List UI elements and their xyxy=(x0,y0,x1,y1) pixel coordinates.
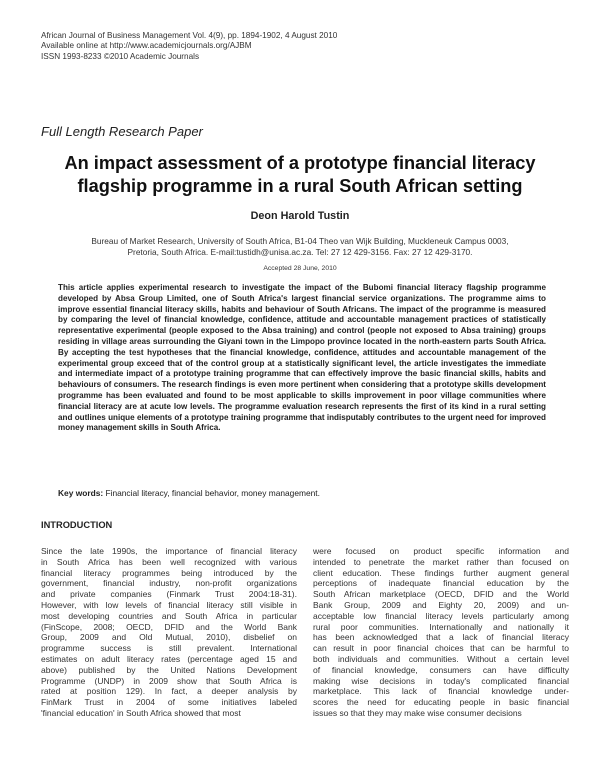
accepted-date: Accepted 28 June, 2010 xyxy=(263,265,337,272)
text-line: making wise decisions in today's complicated financial xyxy=(313,675,569,686)
text-line: government, financial industry, non-profit organizations xyxy=(41,578,297,589)
text-line: Since the late 1990s, the importance of financial literacy xyxy=(41,546,297,556)
section-heading: INTRODUCTION xyxy=(41,520,113,530)
text-line: financial literacy programmes being introduced by the xyxy=(41,567,297,578)
available-online: Available online at http://www.academicjournals.org/AJBM xyxy=(41,41,252,51)
text-line: Group, 2009 and Old Mutual, 2010), disbelief on xyxy=(41,632,297,643)
issn: ISSN 1993-8233 ©2010 Academic Journals xyxy=(41,51,200,61)
text-line: both individuals and communities. Without a certain level xyxy=(313,653,569,664)
text-line: programme success is still prevalent. International xyxy=(41,643,297,654)
keywords xyxy=(58,488,320,498)
text-line: intended to penetrate the market rather than focused on xyxy=(313,556,569,567)
text-line: issues so that they may make wise consumer decisions xyxy=(313,707,522,718)
text-line: were focused on product specific information and xyxy=(313,546,569,556)
author-name: Deon Harold Tustin xyxy=(250,210,350,222)
text-line: However, with low levels of financial literacy still visible in xyxy=(41,599,297,610)
keywords-text: Financial literacy, financial behavior, money management. xyxy=(105,488,320,498)
text-line: and private companies (Finmark Trust 2004:18-31). xyxy=(41,589,297,600)
left-column xyxy=(41,546,297,719)
text-line: Bank Group, 2009 and Eighty 20, 2009) and un- xyxy=(313,599,569,610)
text-line: South African marketplace (OECD, DFID and the World xyxy=(313,589,569,600)
paper-type: Full Length Research Paper xyxy=(41,124,203,139)
text-line: Programme (UNDP) in 2009 show that South Africa is xyxy=(41,675,297,686)
text-line: marketplace. This lack of financial knowledge under- xyxy=(313,686,569,697)
text-line: (FinScope, 2008; OECD, DFID and the World Bank xyxy=(41,621,297,632)
text-line: client education. These findings further augment general xyxy=(313,567,569,578)
text-line: FinMark Trust in 2004 of some initiatives labeled xyxy=(41,697,297,708)
text-line: perceptions of inadequate financial education by the xyxy=(313,578,569,589)
text-line: can result in poor financial choices that can be harmful to xyxy=(313,643,569,654)
text-line: in South Africa has been well recognized with various xyxy=(41,556,297,567)
right-column xyxy=(313,546,569,719)
keywords-label: Key words: xyxy=(58,488,104,498)
text-line: above) published by the United Nations Development xyxy=(41,664,297,675)
text-line: 'financial education' in South Africa showed that most xyxy=(41,707,241,718)
journal-citation: African Journal of Business Management Vol. 4(9), pp. 1894-1902, 4 August 2010 xyxy=(41,31,338,40)
affiliation-line: Pretoria, South Africa. E-mail:tustidh@unisa.ac.za. Tel: 27 12 429-3156. Fax: 27 12 429-3170. xyxy=(127,247,473,257)
affiliation-line: Bureau of Market Research, University of South Africa, B1-04 Theo van Wijk Building, Muckleneuk Campus 0003, xyxy=(91,236,509,246)
paper-title: An impact assessment of a prototype financial literacy flagship programme in a rural South African setting xyxy=(64,153,536,196)
text-line: has been acknowledged that a lack of financial literacy xyxy=(313,632,569,643)
affiliation xyxy=(40,236,560,258)
text-line: most developing countries and South Africa in particular xyxy=(41,610,297,621)
text-line: rated at position 129). In fact, a deeper analysis by xyxy=(41,686,297,697)
text-line: acceptable low financial literacy levels particularly among xyxy=(313,610,569,621)
text-line: estimates on adult literacy rates (percentage aged 15 and xyxy=(41,653,297,664)
text-line: scores the need for educating people in basic financial xyxy=(313,697,569,708)
text-line: of financial knowledge, consumers can have difficulty xyxy=(313,664,569,675)
text-line: rural poor communities. Internationally and nationally it xyxy=(313,621,569,632)
abstract: This article applies experimental research to investigate the impact of the Bubomi financial literacy flagship programme developed by Absa Group Limited, one of South Africa's largest financial service organizations. The programme aims to improve essential financial literacy skills, habits and behaviour of South Africans. The impact of the programme is measured by comparing the level of financial knowledge, confidence, attitude and accountable management practices of statistically representative experimental (people exposed to the Absa training) and control (people not exposed to Absa training) groups residing in village areas surrounding the Giyani town in the Limpopo province located in the north-eastern parts South Africa. By accepting the test hypotheses that the financial knowledge, confidence, attitudes and accountable management of the experimental group exceed that of the control group at a statistically significant level, the article investigates the immediate and intermediate impact of a prototype training programme that can effectively improve the basic financial skills, habits and behaviours of consumers. The research findings is even more pertinent when considering that a prototype skills development programme has been evaluated and found to be most applicable to skills improvement in poor village communities where financial literacy are at acute low levels. The programme evaluation research represents the first of its kind in a rural setting and outlines unique elements of a prototype training programme that indisputably contributes to the urgent need for improved money management skills in South Africa. xyxy=(58,283,546,433)
journal-header xyxy=(41,31,337,62)
